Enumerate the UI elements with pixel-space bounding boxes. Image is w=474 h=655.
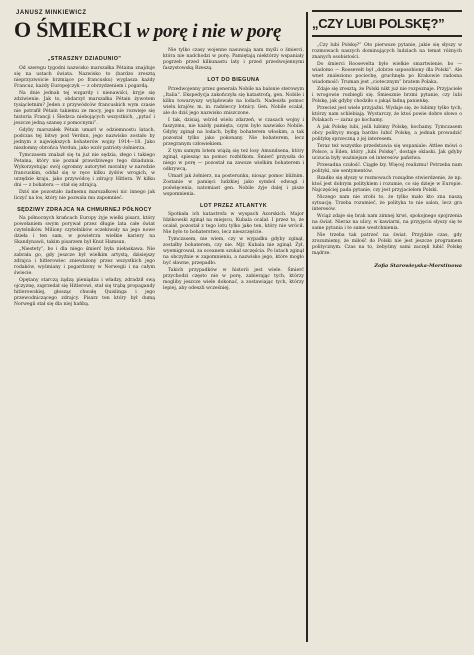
paragraph: Na dnie jednak tej wzgardy i nienawiści, kryje się zdziwienie. Jak to, obdarzył marszałka Pétain żywotem tysiącletnim? Jeden z przywódców francuskich wym czasie nie potrafił Pétain takiemu ze mocy, jego nie rozwieje się historia Francji i Śledzca niebojących wszystkich, „pytać i jeszcze jedną szansę z pomocnymi”. [14,90,155,126]
paragraph: Gdyby marszałek Pétain umarł w odziemnostu latach, podczas tej bitwy pod Verdun, jego nazwisko zostało by jednym z największych bohaterów wojny 1914—18. Jako niezłomny obrońca Verdun, jako wzór patrioty-żołnierza. [14,127,155,151]
column-2 [163,48,304,309]
article-o-smierci [14,10,304,309]
column-1 [14,48,155,309]
paragraph: Od szeregu tygodni nazwisko marszałka Pétaina znajduje się na ustach świata. Nazwisko to (bardzo zresztą nieprzyzwoicie brzmiące po francusku) wyglasza każdy Francuz, każdy Europejczyk — z obrzydzeniem i pogardą. [14,65,155,89]
paragraph: Przedwojenny przez generała Nobile na balonie sterowym „Italia”. Ekspedycja zakończyła się katastrofą, gen. Nobile i kilku towarzyszy wylądowało na lodach. Nadeszła pomoc wielu krajów, m. in. radzieccy lotnicy. Gen. Nobile ocalał, ale do dziś jego nazwisko zniszczone. [163,86,304,116]
paragraph: Umarł jak żołnierz, na posterunku, niosąc pomoc bliźnim. Zostanie w pamięci ludzkiej jako symbol odwagi i poświęcenia, natomiast gen. Nobile żyje dalej i pisze wspomnienia. [163,173,304,197]
paragraph: Tymczasem znalazł się tu już nie sędzia, złego i takiego Petaina, który nie poznał prawdziwego tego dziadunia. Wykorzystując swój ogromny autorytet moralny w narodzie francuskim, oddał się w ręce kilku żydów wrogich, w urzędzie kraju, jako przywódcę i zdrajcy Hitlera. W kilku dni — z bohatera — stał się zdrajcą. [14,152,155,188]
section-heading-straszny-dziadunio: „STRASZNY DZIADUNIO” [47,56,122,62]
paragraph: Z tym samym lotem wiążą się też losy Amundsena, który zginął, spiesząc na pomoc rozbitkom. Śmierć przyszła do niego w porę — pozostał na zawsze wielkim bohaterem i odkrywcą. [163,148,304,172]
column-divider [306,12,308,642]
paragraph: Nie trzeba tak patrzeć na świat. Przyjdzie czas, gdy zrozumiemy, że miłość do Polski nie jest jeszcze programem politycznym. Czas na to, żebyśmy sami zaczęli lubić Polskę mądrze. [312,233,462,256]
paragraph: Niczego nam nie zrobi to, że tylko mało kto zna naszą sytuację. Trzeba rozumieć, że polityka to nie salon, lecz gra interesów. [312,195,462,212]
author-name: JANUSZ MINKIEWICZ [16,10,87,16]
section-heading-sedziwy-zdrajca: SĘDZIWY ZDRAJCA NA CHMURNEJ PÓŁNOCY [17,206,152,213]
paragraph: Teraz też wszystko przedstawia się wspaniale: Attlee mówi o Polsce, a Eden, który „lubi Polskę”, dostaje oklaski. Jak gdyby uczucia były ważniejsze od interesów państwa. [312,144,462,161]
section-heading-lot-przez-atlantyk: LOT PRZEZ ATLANTYK [199,202,268,209]
paragraph: Dziś nie pozostało żadnemu marszałkowi nic innego jak liczyć na los, który nie pozwala mu zapomnieć. [14,189,155,201]
headline-italic: w porę i nie w porę [136,21,282,42]
paragraph: Wciąż zdaje się brak nam zimnej krwi, spokojnego spojrzenia na świat. Nieraz na ulicy, w kawiarni, na przyjęciu słyszy się te same pytania i te same westchnienia. [312,214,462,231]
author-signature: Zofia Starowieyska-Morstinowa [374,263,462,269]
paragraph: I tak, dzisiaj, wśród wielu zdarzeń, w czasach wojny i faszyzmu, nie każdy pamięta, czym było nazwisko Nobile. Gdyby zginął na lodach, byłby bohaterem włoskim, a tak pozostał tylko jako pokonany. Nie bohaterem, lecz przegranym człowiekiem. [163,117,304,147]
article-czy-lubi-polske [312,10,462,269]
paragraph: Tymczasem, nie wiem, czy w wypadku gdyby zginął, zostałby bohaterem, czy nie. Mjr. Kubala nie zginął. Żył, wyemigrował, za oceanem szukał szczęścia. Po latach zginął na obczyźnie w zapomnieniu, a nazwisko jego, które mogło być sławne, przepadło. [163,237,304,266]
paragraph: Spotkała ich katastrofa w wyspach Azorskich. Major Idzikowski zginął na miejscu, Kubala ocalał. I przez to, że ocalał, pozostał z tego lotu tylko jako ten, który nie wrócił. Nie było to bohaterstwo, lecz nieszczęście. [163,212,304,235]
paragraph: Do śmierci Roosevelta było wielkie smartwienie, bo — wiadomo — Roosevelt był „dobrze usposobiony dla Polski”. Ale wnet znaleziono pociechę, gruchnęła po Krakowie radosna wiadomość: Truman jest „ciotecznym” bratem Polaka. [312,62,462,85]
article-columns [14,48,304,309]
paragraph: Rzadko się słyszy w rozmowach rozsądne stwierdzenie, że np. ktoś jest dobrym politykiem i rozumie, co się dzieje w Europie. Najczęściej pada pytanie, czy jest przyjacielem Polski. [312,176,462,193]
paragraph: „Czy lubi Polskę?” Oto pierwsze pytanie, jakie się słyszy w rozmowach naszych dominujących ludziach na temat różnych znanych osobistości. [312,43,462,60]
paragraph: Opętany starczą żądzą pieniądza i władzy, zdradził swą ojczyznę, zaprzedał się Hitlerowi, stał się trąbą propagandy hitlerowskiej, głosząc chwałę Quislinga i jego przewodniczącego zdrajcy. Pisarz ten który był dumą Norwegii stał się dla niej hańbą. [14,278,155,307]
paragraph: Zdaje się zresztą, że Polski nikt już nie rozpoznaje. Przyjaciele i wrogowie rozbiegli się. Śmiesznie brzmi pytanie, czy lubi Polskę, jak gdyby chodziło o jakąś ładną panienkę. [312,87,462,104]
headline-main: O ŚMIERCI [14,17,132,42]
paragraph: „Niestety”, bo i dla niego śmierć była niełaskawa. Nie zabrała go, gdy jeszcze był wielkim artystą, dzisiejszy zdrajca i hitlerowiec znieważony przez wszystkich jego rodaków, wyśmiany i pogardzony w Norwegii i na całym świecie. [14,247,155,276]
right-column [312,43,462,269]
section-heading-lot-do-bieguna: LOT DO BIEGUNA [207,77,260,83]
paragraph: Nie tylko czasy wojenne nasuwają nam myśli o śmierci, która nie nadchodzi w porę. Pamiętają niektórzy wspaniały pogrzeb przed kilkunastu laty i przed przedwojennymi faszystowską Rzeszą. [163,48,304,71]
paragraph: Na północnych krańcach Europy żyje wielki pisarz, który powołaniem swym porywał przez długie lata całe świat czytelników. Miliony czytelników oczekiwały na jego nowe dzieła i ten sam, w powietrzu wielkie kariery na Skandynawii, takim pisarzem był Knut Hamsun. [14,216,155,245]
paragraph: Przesadna czułość. Ciągłe łzy. Więcej realizmu! Potrzeba nam polityki, nie sentymentów. [312,163,462,174]
article-headline [14,18,304,44]
right-article-headline: „CZY LUBI POLSKĘ?” [312,10,462,37]
paragraph: A jak Polskę lubi, jeśli lubimy Polskę, kochamy. Tymczasem obcy politycy mogą bardzo lubić Polskę, a jednak prowadzić politykę sprzeczną z jej interesem. [312,125,462,142]
paragraph: Takich przypadków w historii jest wiele. Śmierć przychodzi często nie w porę, zabierając tych, którzy mogliby jeszcze wiele dokonać, a zostawiając tych, którzy lepiej, aby odeszli wcześniej. [163,268,304,291]
paragraph: Przecież jest wiele przyjaźni. Wydaje się, że lubimy tylko tych, którzy nam schlebiają. Wystarczy, że ktoś powie dobre słowo o Polakach — zaraz go kochamy. [312,106,462,123]
